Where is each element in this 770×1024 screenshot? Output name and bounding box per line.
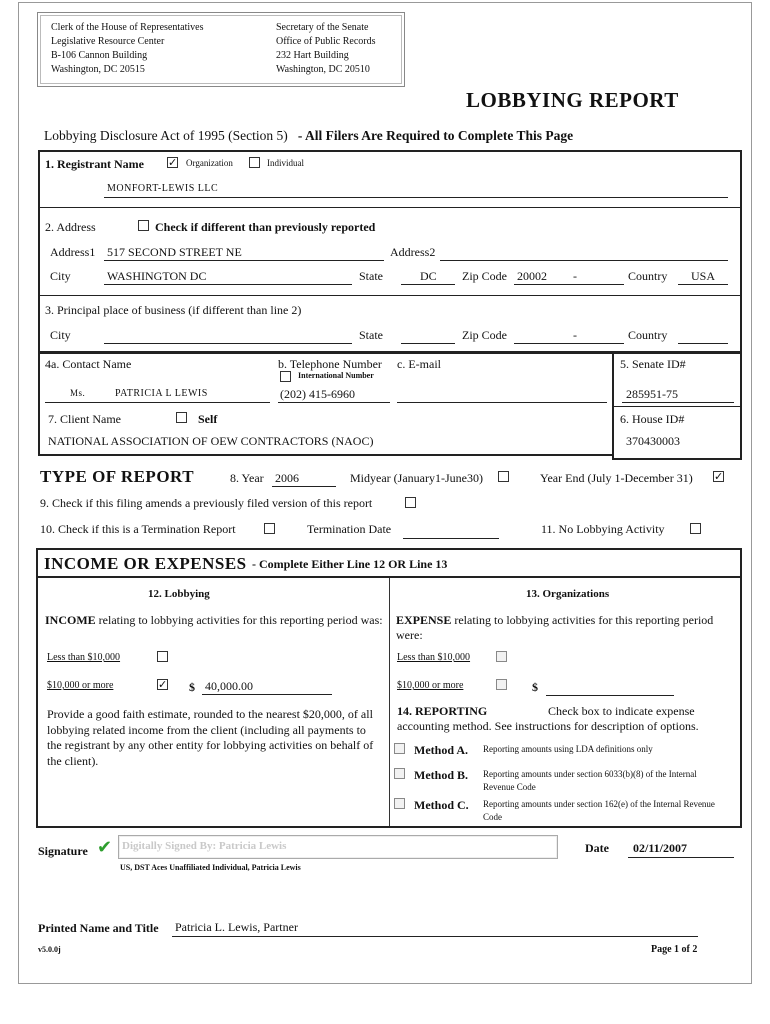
signature-label: Signature <box>38 844 88 858</box>
income-word: INCOME <box>45 613 96 627</box>
lobbying-title: 12. Lobbying <box>148 588 210 600</box>
contact-prefix: Ms. <box>70 388 86 398</box>
house-id-value[interactable]: 370430003 <box>626 434 680 448</box>
state-value[interactable]: DC <box>420 269 437 283</box>
clerk-line: Legislative Resource Center <box>51 36 165 47</box>
senate-id-label: 5. Senate ID# <box>620 357 686 371</box>
zip-label: Zip Code <box>462 269 507 283</box>
printed-name-value[interactable]: Patricia L. Lewis, Partner <box>175 920 298 934</box>
income-expenses-heading: INCOME OR EXPENSES <box>44 554 247 573</box>
printed-name-line <box>172 936 698 937</box>
termination-checkbox[interactable] <box>264 523 275 534</box>
midyear-checkbox[interactable] <box>498 471 509 482</box>
individual-checkbox[interactable] <box>249 157 260 168</box>
clerk-line: Washington, DC 20515 <box>51 64 145 75</box>
signature-field[interactable] <box>118 835 558 859</box>
contact-name-value[interactable]: PATRICIA L LEWIS <box>115 388 208 399</box>
expense-more-checkbox[interactable] <box>496 679 507 690</box>
no-lobbying-label: 11. No Lobbying Activity <box>541 522 665 536</box>
address1-line <box>104 260 384 261</box>
termination-date-label: Termination Date <box>307 522 392 536</box>
principal-zip-label: Zip Code <box>462 328 507 342</box>
expense-text: relating to lobbying activities for this reporting period were: <box>396 613 714 642</box>
expense-less-label: Less than $10,000 <box>397 652 471 663</box>
year-label: 8. Year <box>230 471 264 485</box>
house-id-label: 6. House ID# <box>620 412 685 426</box>
clerk-address <box>51 21 203 77</box>
country-line <box>678 284 728 285</box>
senate-line: Washington, DC 20510 <box>276 64 370 75</box>
registrant-name-label: 1. Registrant Name <box>45 157 144 171</box>
income-amount-line <box>202 694 332 695</box>
year-value[interactable]: 2006 <box>275 471 299 485</box>
income-text: relating to lobbying activities for this reporting period was: <box>98 613 383 627</box>
zip-value[interactable]: 20002 <box>517 269 547 283</box>
city-value[interactable]: WASHINGTON DC <box>107 269 207 283</box>
income-less-label: Less than $10,000 <box>47 652 121 663</box>
self-label: Self <box>198 412 218 426</box>
expense-description <box>396 613 738 643</box>
divider <box>38 295 742 296</box>
principal-country-label: Country <box>628 328 668 342</box>
email-label: c. E-mail <box>397 357 441 371</box>
page-number: Page 1 of 2 <box>651 944 698 955</box>
act-label: Lobbying Disclosure Act of 1995 (Section 5) <box>44 128 288 143</box>
senate-id-value[interactable]: 285951-75 <box>626 387 678 401</box>
principal-state-line <box>401 343 455 344</box>
income-expenses-subheading: - Complete Either Line 12 OR Line 13 <box>252 557 448 571</box>
organization-checkbox[interactable]: ✓ <box>168 156 178 169</box>
method-a-text: Reporting amounts using LDA definitions only <box>483 744 653 754</box>
email-line <box>397 402 607 403</box>
senate-id-line <box>622 402 734 403</box>
principal-country-line <box>678 343 728 344</box>
senate-line: 232 Hart Building <box>276 50 349 61</box>
no-lobbying-checkbox[interactable] <box>690 523 701 534</box>
expense-more-label: $10,000 or more <box>397 680 464 691</box>
telephone-line <box>278 402 390 403</box>
method-b-label: Method B. <box>414 768 468 782</box>
method-a-label: Method A. <box>414 743 468 757</box>
report-title: LOBBYING REPORT <box>466 88 679 112</box>
self-checkbox[interactable] <box>176 412 187 423</box>
international-checkbox[interactable] <box>280 371 291 382</box>
organizations-title: 13. Organizations <box>526 588 610 600</box>
method-c-checkbox[interactable] <box>394 798 405 809</box>
organization-label: Organization <box>186 158 233 168</box>
client-name-value[interactable]: NATIONAL ASSOCIATION OF OEW CONTRACTORS (NAOC) <box>48 434 374 448</box>
reporting-text1: Check box to indicate expense <box>548 704 695 718</box>
signature-placeholder: Digitally Signed By: Patricia Lewis <box>122 840 287 852</box>
amend-checkbox[interactable] <box>405 497 416 508</box>
termination-date-line <box>403 538 499 539</box>
act-subtitle <box>44 128 573 144</box>
income-description <box>45 613 385 628</box>
registrant-name-line <box>104 197 728 198</box>
contact-name-label: 4a. Contact Name <box>45 357 132 371</box>
amend-label: 9. Check if this filing amends a previously filed version of this report <box>40 496 373 510</box>
zip-dash: - <box>573 269 577 283</box>
city-line <box>104 284 352 285</box>
date-line <box>628 857 734 858</box>
income-more-label: $10,000 or more <box>47 680 114 691</box>
client-name-label: 7. Client Name <box>48 412 121 426</box>
address-label: 2. Address <box>45 220 96 234</box>
senate-line: Secretary of the Senate <box>276 22 369 33</box>
telephone-label: b. Telephone Number <box>278 357 382 371</box>
principal-city-label: City <box>50 328 71 342</box>
signature-certificate: US, DST Aces Unaffiliated Individual, Patricia Lewis <box>120 863 301 872</box>
date-value[interactable]: 02/11/2007 <box>633 841 688 855</box>
all-filers-note: - All Filers Are Required to Complete This Page <box>297 128 574 143</box>
principal-zip-line <box>514 343 624 344</box>
telephone-value[interactable]: (202) 415-6960 <box>280 387 355 401</box>
type-of-report-heading: TYPE OF REPORT <box>40 467 195 486</box>
termination-label: 10. Check if this is a Termination Report <box>40 522 236 536</box>
expense-dollar-sign: $ <box>532 680 538 694</box>
state-label: State <box>359 269 383 283</box>
contact-name-line <box>45 402 270 403</box>
method-c-label: Method C. <box>414 798 469 812</box>
signature-check-icon: ✔ <box>97 837 113 858</box>
method-b-text: Reporting amounts under section 6033(b)(8) of the Internal Revenue Code <box>483 769 697 792</box>
principal-zip-dash: - <box>573 328 577 342</box>
address-changed-checkbox[interactable] <box>138 220 149 231</box>
income-dollar-sign: $ <box>189 680 195 694</box>
principal-label: 3. Principal place of business (if different than line 2) <box>45 303 302 317</box>
income-amount[interactable]: 40,000.00 <box>205 679 253 693</box>
country-label: Country <box>628 269 668 283</box>
method-c-text: Reporting amounts under section 162(e) of the Internal Revenue Code <box>483 799 715 822</box>
filing-addresses-box <box>37 12 405 87</box>
principal-state-label: State <box>359 328 383 342</box>
method-b-checkbox[interactable] <box>394 768 405 779</box>
reporting-title: 14. REPORTING <box>397 704 488 718</box>
divider <box>38 207 742 208</box>
city-label: City <box>50 269 71 283</box>
expense-word: EXPENSE <box>396 613 452 627</box>
country-value[interactable]: USA <box>691 269 716 283</box>
individual-label: Individual <box>267 158 304 168</box>
address-changed-label: Check if different than previously reported <box>155 220 376 234</box>
international-label: International Number <box>298 371 374 380</box>
registrant-name-value[interactable]: MONFORT-LEWIS LLC <box>107 183 219 194</box>
senate-address <box>276 21 376 77</box>
expense-amount-line[interactable] <box>546 695 674 696</box>
clerk-line: Clerk of the House of Representatives <box>51 22 204 33</box>
income-more-checkbox[interactable]: ✓ <box>158 678 168 691</box>
printed-name-label: Printed Name and Title <box>38 921 159 935</box>
year-line <box>272 486 336 487</box>
estimate-text: Provide a good faith estimate, rounded to the nearest $20,000, of all lobbying related income from the client (including all payments to the registrant by any other entity for lobbying activities on behalf of the client). <box>47 707 374 768</box>
clerk-line: B-106 Cannon Building <box>51 50 148 61</box>
date-label: Date <box>585 841 609 855</box>
zip-line <box>514 284 624 285</box>
address1-label: Address1 <box>50 245 96 259</box>
method-a-checkbox[interactable] <box>394 743 405 754</box>
senate-line: Office of Public Records <box>276 36 376 47</box>
address2-label: Address2 <box>390 245 436 259</box>
version-label: v5.0.0j <box>38 945 61 954</box>
id-divider <box>614 406 740 407</box>
address1-value[interactable]: 517 SECOND STREET NE <box>107 245 242 259</box>
reporting-text2: accounting method. See instructions for description of options. <box>397 719 699 733</box>
income-less-checkbox[interactable] <box>157 651 168 662</box>
principal-city-line <box>104 343 352 344</box>
yearend-label: Year End (July 1-December 31) <box>540 471 693 485</box>
column-divider <box>389 578 390 826</box>
expense-less-checkbox[interactable] <box>496 651 507 662</box>
midyear-label: Midyear (January1-June30) <box>350 471 483 485</box>
yearend-checkbox[interactable]: ✓ <box>714 470 724 483</box>
state-line <box>401 284 455 285</box>
address2-line <box>440 260 728 261</box>
